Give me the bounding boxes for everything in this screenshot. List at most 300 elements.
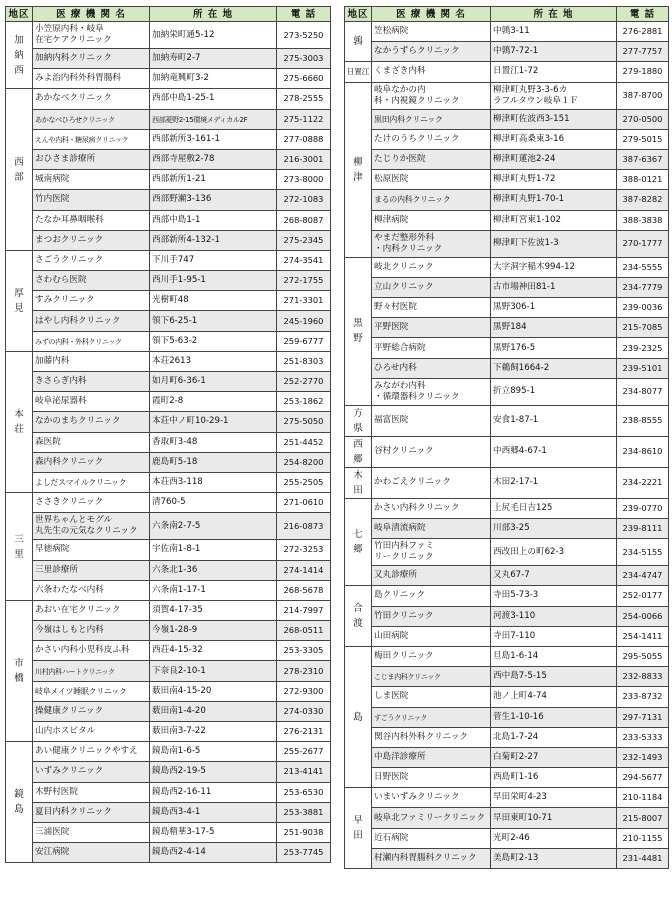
table-row bbox=[345, 129, 669, 149]
table-row bbox=[345, 257, 669, 277]
clinic-name: 世界ちゃんとモグル 丸先生の元気なクリニック bbox=[33, 513, 150, 540]
table-row bbox=[6, 681, 331, 701]
clinic-phone: 210-1155 bbox=[617, 828, 669, 848]
clinic-name: 野々村医院 bbox=[372, 298, 491, 318]
clinic-phone: 234-8610 bbox=[617, 436, 669, 467]
clinic-address: 加納寿町2-7 bbox=[150, 49, 277, 69]
clinic-name: いずみクリニック bbox=[33, 762, 150, 782]
clinic-name: まつおクリニック bbox=[33, 230, 150, 250]
clinic-address: 北島1-7-24 bbox=[491, 727, 617, 747]
table-row bbox=[345, 519, 669, 539]
clinic-phone: 253-3305 bbox=[277, 641, 331, 661]
clinic-phone: 272-1083 bbox=[277, 190, 331, 210]
header-phone: 電 話 bbox=[617, 7, 669, 22]
clinic-address: 西島町1-16 bbox=[491, 768, 617, 788]
clinic-address: 中鶉3-11 bbox=[491, 22, 617, 42]
clinic-address: 如月町6-36-1 bbox=[150, 372, 277, 392]
clinic-phone: 278-2310 bbox=[277, 661, 331, 681]
table-row bbox=[345, 606, 669, 626]
table-row bbox=[6, 432, 331, 452]
clinic-name: なかうずらクリニック bbox=[372, 42, 491, 62]
clinic-phone: 234-7779 bbox=[617, 277, 669, 297]
clinic-phone: 210-1184 bbox=[617, 788, 669, 808]
table-row bbox=[6, 230, 331, 250]
clinic-address: 下鵜飼1664-2 bbox=[491, 358, 617, 378]
table-row bbox=[345, 170, 669, 190]
table-row bbox=[345, 230, 669, 257]
clinic-name: 平野医院 bbox=[372, 318, 491, 338]
header-name: 医 療 機 関 名 bbox=[33, 7, 150, 22]
clinic-name: さごうクリニック bbox=[33, 250, 150, 270]
clinic-address: 木田2-17-1 bbox=[491, 467, 617, 498]
clinic-name: やまだ整形外科 ・内科クリニック bbox=[372, 230, 491, 257]
district-cell: 木 田 bbox=[345, 467, 372, 498]
clinic-address: 旦島1-6-14 bbox=[491, 646, 617, 666]
clinic-address: 須賀4-17-35 bbox=[150, 600, 277, 620]
table-row bbox=[345, 210, 669, 230]
clinic-phone: 213-4141 bbox=[277, 762, 331, 782]
clinic-name: 竹内医院 bbox=[33, 190, 150, 210]
clinic-address: 中西郷4-67-1 bbox=[491, 436, 617, 467]
clinic-address: 池ノ上町4-74 bbox=[491, 687, 617, 707]
clinic-name: なかのまちクリニック bbox=[33, 412, 150, 432]
clinic-phone: 268-0511 bbox=[277, 621, 331, 641]
clinic-name: はやし内科クリニック bbox=[33, 311, 150, 331]
table-row bbox=[345, 566, 669, 586]
clinic-phone: 388-3838 bbox=[617, 210, 669, 230]
table-row bbox=[345, 646, 669, 666]
clinic-address: 光町2-46 bbox=[491, 828, 617, 848]
clinic-phone: 297-7131 bbox=[617, 707, 669, 727]
clinic-name: 川村内科ハートクリニック bbox=[33, 661, 150, 681]
clinic-address: 折立895-1 bbox=[491, 378, 617, 405]
table-row bbox=[6, 271, 331, 291]
clinic-phone: 234-4747 bbox=[617, 566, 669, 586]
table-row bbox=[6, 69, 331, 89]
clinic-name: 谷村クリニック bbox=[372, 436, 491, 467]
clinic-phone: 274-1414 bbox=[277, 560, 331, 580]
clinic-phone: 233-8732 bbox=[617, 687, 669, 707]
clinic-name: たじりか医院 bbox=[372, 149, 491, 169]
clinic-name: 森内科クリニック bbox=[33, 452, 150, 472]
table-row bbox=[6, 472, 331, 492]
header-name: 医 療 機 関 名 bbox=[372, 7, 491, 22]
clinic-name: みよ治内科外科胃腸科 bbox=[33, 69, 150, 89]
clinic-name: 操健康クリニック bbox=[33, 701, 150, 721]
clinic-address: 菅生1-10-16 bbox=[491, 707, 617, 727]
clinic-address: 柳津町丸野1-72 bbox=[491, 170, 617, 190]
clinic-phone: 233-5333 bbox=[617, 727, 669, 747]
clinic-phone: 255-2677 bbox=[277, 742, 331, 762]
table-row bbox=[345, 788, 669, 808]
clinic-name: 加藤内科 bbox=[33, 351, 150, 371]
clinic-address: 宇佐南1-8-1 bbox=[150, 540, 277, 560]
table-row bbox=[6, 311, 331, 331]
clinic-phone: 234-5155 bbox=[617, 539, 669, 566]
clinic-name: 村瀬内科胃腸科クリニック bbox=[372, 848, 491, 868]
clinic-phone: 216-3001 bbox=[277, 149, 331, 169]
clinic-phone: 274-3541 bbox=[277, 250, 331, 270]
clinic-name: きさらぎ内科 bbox=[33, 372, 150, 392]
clinic-name: あかなべひろせクリニック bbox=[33, 109, 150, 129]
clinic-phone: 275-6660 bbox=[277, 69, 331, 89]
clinic-name: 立山クリニック bbox=[372, 277, 491, 297]
clinic-address: 柳津町高桑東3-16 bbox=[491, 129, 617, 149]
clinic-phone: 251-8303 bbox=[277, 351, 331, 371]
clinic-address: 六条南1-17-1 bbox=[150, 580, 277, 600]
clinic-address: 下奈良2-10-1 bbox=[150, 661, 277, 681]
clinic-name: あおい在宅クリニック bbox=[33, 600, 150, 620]
table-row bbox=[6, 291, 331, 311]
clinic-name: たけのうちクリニック bbox=[372, 129, 491, 149]
clinic-name: 又丸診療所 bbox=[372, 566, 491, 586]
table-row bbox=[6, 742, 331, 762]
district-cell: 三 里 bbox=[6, 493, 33, 601]
table-row bbox=[6, 22, 331, 49]
clinic-address: 鏡島西2-19-5 bbox=[150, 762, 277, 782]
clinic-address: 寺田7-110 bbox=[491, 626, 617, 646]
table-row bbox=[6, 621, 331, 641]
table-row bbox=[6, 701, 331, 721]
clinic-phone: 254-8200 bbox=[277, 452, 331, 472]
table-row bbox=[6, 560, 331, 580]
clinic-phone: 272-9300 bbox=[277, 681, 331, 701]
clinic-phone: 272-1755 bbox=[277, 271, 331, 291]
table-row bbox=[345, 667, 669, 687]
table-row bbox=[6, 331, 331, 351]
table-row bbox=[345, 586, 669, 606]
table-row bbox=[6, 540, 331, 560]
clinic-address: 柳津町佐波西3-151 bbox=[491, 109, 617, 129]
clinic-address: 中鶉7-72-1 bbox=[491, 42, 617, 62]
clinic-address: 加納栄町通5-12 bbox=[150, 22, 277, 49]
clinic-name: みながわ内科 ・循環器科クリニック bbox=[372, 378, 491, 405]
clinic-name: かわごえクリニック bbox=[372, 467, 491, 498]
clinic-phone: 274-0330 bbox=[277, 701, 331, 721]
clinic-phone: 253-3881 bbox=[277, 802, 331, 822]
clinic-name: 近石病院 bbox=[372, 828, 491, 848]
clinic-name: 三浦医院 bbox=[33, 822, 150, 842]
clinic-phone: 239-0036 bbox=[617, 298, 669, 318]
clinic-phone: 253-7745 bbox=[277, 843, 331, 863]
clinic-phone: 232-8833 bbox=[617, 667, 669, 687]
district-cell: 日置江 bbox=[345, 62, 372, 82]
table-row bbox=[6, 109, 331, 129]
clinic-address: 西部野瀬3-136 bbox=[150, 190, 277, 210]
clinic-address: 大字洞字稲木994-12 bbox=[491, 257, 617, 277]
clinic-address: 西部中島1-25-1 bbox=[150, 89, 277, 109]
clinic-phone: 253-1862 bbox=[277, 392, 331, 412]
clinic-name: 日野医院 bbox=[372, 768, 491, 788]
clinic-phone: 254-0066 bbox=[617, 606, 669, 626]
table-row bbox=[345, 539, 669, 566]
clinic-phone: 239-5101 bbox=[617, 358, 669, 378]
district-cell: 本 荘 bbox=[6, 351, 33, 492]
clinic-address: 霞町2-8 bbox=[150, 392, 277, 412]
clinic-phone: 275-3003 bbox=[277, 49, 331, 69]
header-address: 所 在 地 bbox=[150, 7, 277, 22]
clinic-phone: 214-7997 bbox=[277, 600, 331, 620]
clinic-address: 西中島7-5-15 bbox=[491, 667, 617, 687]
clinic-address: 寺田5-73-3 bbox=[491, 586, 617, 606]
district-cell: 西 部 bbox=[6, 89, 33, 251]
clinic-phone: 295-5055 bbox=[617, 646, 669, 666]
clinic-name: かさい内科クリニック bbox=[372, 498, 491, 518]
clinic-address: 上尻毛日吉125 bbox=[491, 498, 617, 518]
clinic-name: 今嶺はしもと内科 bbox=[33, 621, 150, 641]
table-row bbox=[6, 580, 331, 600]
clinic-phone: 254-1411 bbox=[617, 626, 669, 646]
clinic-address: 早田東町10-71 bbox=[491, 808, 617, 828]
clinic-address: 鹿島町5-18 bbox=[150, 452, 277, 472]
district-cell: 柳 津 bbox=[345, 82, 372, 257]
clinic-phone: 234-8077 bbox=[617, 378, 669, 405]
clinic-address: 領下6-25-1 bbox=[150, 311, 277, 331]
table-row bbox=[6, 351, 331, 371]
clinic-name: たなか耳鼻咽喉科 bbox=[33, 210, 150, 230]
clinic-phone: 273-5250 bbox=[277, 22, 331, 49]
table-row bbox=[6, 661, 331, 681]
clinic-address: 六条北1-36 bbox=[150, 560, 277, 580]
clinic-name: 山内ホスピタル bbox=[33, 722, 150, 742]
district-cell: 西 郷 bbox=[345, 436, 372, 467]
clinic-address: 柳津町宮東1-102 bbox=[491, 210, 617, 230]
clinic-phone: 232-1493 bbox=[617, 747, 669, 767]
table-row bbox=[345, 190, 669, 210]
clinic-phone: 279-1880 bbox=[617, 62, 669, 82]
clinic-name: 木野村医院 bbox=[33, 782, 150, 802]
clinic-phone: 251-9038 bbox=[277, 822, 331, 842]
table-row bbox=[6, 412, 331, 432]
district-cell: 黒 野 bbox=[345, 257, 372, 405]
clinic-name: 小笠原内科・岐阜 在宅ケアクリニック bbox=[33, 22, 150, 49]
table-row bbox=[6, 149, 331, 169]
clinic-phone: 276-2881 bbox=[617, 22, 669, 42]
clinic-address: 加納竜興町3-2 bbox=[150, 69, 277, 89]
clinic-address: 黒野176-5 bbox=[491, 338, 617, 358]
clinic-name: 柳津病院 bbox=[372, 210, 491, 230]
right-table-body bbox=[345, 22, 669, 869]
table-row bbox=[345, 22, 669, 42]
table-row bbox=[345, 808, 669, 828]
table-row bbox=[345, 727, 669, 747]
table-row bbox=[345, 62, 669, 82]
clinic-name: 三里診療所 bbox=[33, 560, 150, 580]
table-row bbox=[6, 513, 331, 540]
clinic-phone: 252-2770 bbox=[277, 372, 331, 392]
clinic-address: 薮田南1-4-20 bbox=[150, 701, 277, 721]
clinic-name: 岐阜メイツ睡眠クリニック bbox=[33, 681, 150, 701]
clinic-phone: 239-2325 bbox=[617, 338, 669, 358]
clinic-name: こじま内科クリニック bbox=[372, 667, 491, 687]
table-row bbox=[6, 641, 331, 661]
clinic-address: 下川手747 bbox=[150, 250, 277, 270]
clinic-phone: 234-5555 bbox=[617, 257, 669, 277]
header-row bbox=[345, 7, 669, 22]
district-cell: 厚 見 bbox=[6, 250, 33, 351]
table-row bbox=[345, 848, 669, 868]
clinic-address: 清760-5 bbox=[150, 493, 277, 513]
clinic-phone: 216-0873 bbox=[277, 513, 331, 540]
clinic-phone: 388-0121 bbox=[617, 170, 669, 190]
clinic-address: 黒野306-1 bbox=[491, 298, 617, 318]
table-row bbox=[6, 762, 331, 782]
clinic-address: 川部3-25 bbox=[491, 519, 617, 539]
table-row bbox=[6, 210, 331, 230]
table-row bbox=[6, 843, 331, 863]
clinic-phone: 271-0610 bbox=[277, 493, 331, 513]
clinic-address: 本荘西3-118 bbox=[150, 472, 277, 492]
clinic-name: 加納内科クリニック bbox=[33, 49, 150, 69]
clinic-name: 夏目内科クリニック bbox=[33, 802, 150, 822]
district-cell: 鶉 bbox=[345, 22, 372, 62]
table-row bbox=[6, 722, 331, 742]
table-row bbox=[6, 822, 331, 842]
header-district: 地区 bbox=[6, 7, 33, 22]
clinic-address: 薮田南3-7-22 bbox=[150, 722, 277, 742]
table-row bbox=[6, 49, 331, 69]
clinic-name: 早徳病院 bbox=[33, 540, 150, 560]
table-row bbox=[6, 129, 331, 149]
table-row bbox=[345, 109, 669, 129]
clinic-address: 本荘中ノ町10-29-1 bbox=[150, 412, 277, 432]
table-row bbox=[345, 707, 669, 727]
clinic-name: 森医院 bbox=[33, 432, 150, 452]
district-cell: 方 県 bbox=[345, 405, 372, 436]
clinic-address: 白菊町2-27 bbox=[491, 747, 617, 767]
table-row bbox=[6, 782, 331, 802]
clinic-address: 鏡島西3-4-1 bbox=[150, 802, 277, 822]
table-row bbox=[345, 378, 669, 405]
clinic-address: 鏡島精華3-17-5 bbox=[150, 822, 277, 842]
left-table-body bbox=[6, 22, 331, 863]
clinic-name: 山田病院 bbox=[372, 626, 491, 646]
table-row bbox=[6, 600, 331, 620]
clinic-phone: 231-4481 bbox=[617, 848, 669, 868]
clinic-name: えんや内科・糖尿病クリニック bbox=[33, 129, 150, 149]
clinic-phone: 273-8000 bbox=[277, 170, 331, 190]
clinic-address: 本荘2613 bbox=[150, 351, 277, 371]
clinic-phone: 255-2505 bbox=[277, 472, 331, 492]
district-cell: 七 郷 bbox=[345, 498, 372, 586]
table-row bbox=[345, 626, 669, 646]
clinic-phone: 387-8282 bbox=[617, 190, 669, 210]
clinic-phone: 251-4452 bbox=[277, 432, 331, 452]
clinic-phone: 234-2221 bbox=[617, 467, 669, 498]
table-row bbox=[345, 82, 669, 109]
clinic-name: 岐北クリニック bbox=[372, 257, 491, 277]
district-cell: 早 田 bbox=[345, 788, 372, 869]
clinic-table-right bbox=[344, 6, 669, 869]
clinic-phone: 277-0888 bbox=[277, 129, 331, 149]
clinic-address: 鏡島西2-16-11 bbox=[150, 782, 277, 802]
clinic-phone: 275-5050 bbox=[277, 412, 331, 432]
clinic-phone: 215-8007 bbox=[617, 808, 669, 828]
clinic-address: 西改田上の町62-3 bbox=[491, 539, 617, 566]
clinic-address: 日置江1-72 bbox=[491, 62, 617, 82]
clinic-name: さわむら医院 bbox=[33, 271, 150, 291]
clinic-address: 西部新所4-132-1 bbox=[150, 230, 277, 250]
table-row bbox=[345, 358, 669, 378]
header-row bbox=[6, 7, 331, 22]
clinic-address: 又丸67-7 bbox=[491, 566, 617, 586]
table-row bbox=[345, 405, 669, 436]
clinic-name: 関谷内科外科クリニック bbox=[372, 727, 491, 747]
clinic-phone: 276-2131 bbox=[277, 722, 331, 742]
clinic-address: 鏡島南1-6-5 bbox=[150, 742, 277, 762]
table-row bbox=[6, 493, 331, 513]
table-row bbox=[6, 170, 331, 190]
table-row bbox=[345, 687, 669, 707]
district-cell: 加 納 西 bbox=[6, 22, 33, 89]
clinic-name: 城南病院 bbox=[33, 170, 150, 190]
clinic-address: 美島町2-13 bbox=[491, 848, 617, 868]
clinic-name: あい健康クリニックやすえ bbox=[33, 742, 150, 762]
clinic-address: 柳津町蓮池2-24 bbox=[491, 149, 617, 169]
clinic-phone: 275-1122 bbox=[277, 109, 331, 129]
clinic-address: 西荘4-15-32 bbox=[150, 641, 277, 661]
clinic-name: すごうクリニック bbox=[372, 707, 491, 727]
table-row bbox=[6, 372, 331, 392]
clinic-phone: 239-0770 bbox=[617, 498, 669, 518]
clinic-address: 薮田南4-15-20 bbox=[150, 681, 277, 701]
clinic-name: ひろせ内科 bbox=[372, 358, 491, 378]
clinic-phone: 253-6530 bbox=[277, 782, 331, 802]
header-address: 所 在 地 bbox=[491, 7, 617, 22]
clinic-address: 西部菱野2-15環境メディカル2F bbox=[150, 109, 277, 129]
clinic-name: 黒田内科クリニック bbox=[372, 109, 491, 129]
clinic-name: 平野総合病院 bbox=[372, 338, 491, 358]
table-row bbox=[6, 190, 331, 210]
clinic-address: 西部新所1-21 bbox=[150, 170, 277, 190]
district-cell: 市 橋 bbox=[6, 600, 33, 741]
clinic-address: 西部中島1-1 bbox=[150, 210, 277, 230]
clinic-address: 香取町3-48 bbox=[150, 432, 277, 452]
clinic-address: 光樹町48 bbox=[150, 291, 277, 311]
clinic-phone: 245-1960 bbox=[277, 311, 331, 331]
table-row bbox=[345, 149, 669, 169]
clinic-name: みずの内科・外科クリニック bbox=[33, 331, 150, 351]
district-cell: 合 渡 bbox=[345, 586, 372, 647]
clinic-address: 六条南2-7-5 bbox=[150, 513, 277, 540]
table-row bbox=[6, 250, 331, 270]
clinic-name: 笠松病院 bbox=[372, 22, 491, 42]
clinic-name: 安江病院 bbox=[33, 843, 150, 863]
clinic-name: 岐阜清流病院 bbox=[372, 519, 491, 539]
clinic-name: 竹田内科ファミ リークリニック bbox=[372, 539, 491, 566]
clinic-phone: 271-3301 bbox=[277, 291, 331, 311]
clinic-name: 島クリニック bbox=[372, 586, 491, 606]
district-cell: 鏡 島 bbox=[6, 742, 33, 863]
clinic-phone: 279-5015 bbox=[617, 129, 669, 149]
clinic-phone: 238-8555 bbox=[617, 405, 669, 436]
clinic-name: おひさま診療所 bbox=[33, 149, 150, 169]
clinic-name: 岐阜なかの内 科・内視鏡クリニック bbox=[372, 82, 491, 109]
table-row bbox=[345, 436, 669, 467]
clinic-name: よしだスマイルクリニック bbox=[33, 472, 150, 492]
clinic-name: 松原医院 bbox=[372, 170, 491, 190]
clinic-address: 西川手1-95-1 bbox=[150, 271, 277, 291]
header-district: 地区 bbox=[345, 7, 372, 22]
clinic-name: あかなべクリニック bbox=[33, 89, 150, 109]
clinic-name: 福富医院 bbox=[372, 405, 491, 436]
clinic-address: 領下5-63-2 bbox=[150, 331, 277, 351]
clinic-name: すみクリニック bbox=[33, 291, 150, 311]
clinic-address: 西部新所3-161-1 bbox=[150, 129, 277, 149]
table-row bbox=[345, 768, 669, 788]
clinic-address: 古市場神田81-1 bbox=[491, 277, 617, 297]
clinic-name: いまいずみクリニック bbox=[372, 788, 491, 808]
